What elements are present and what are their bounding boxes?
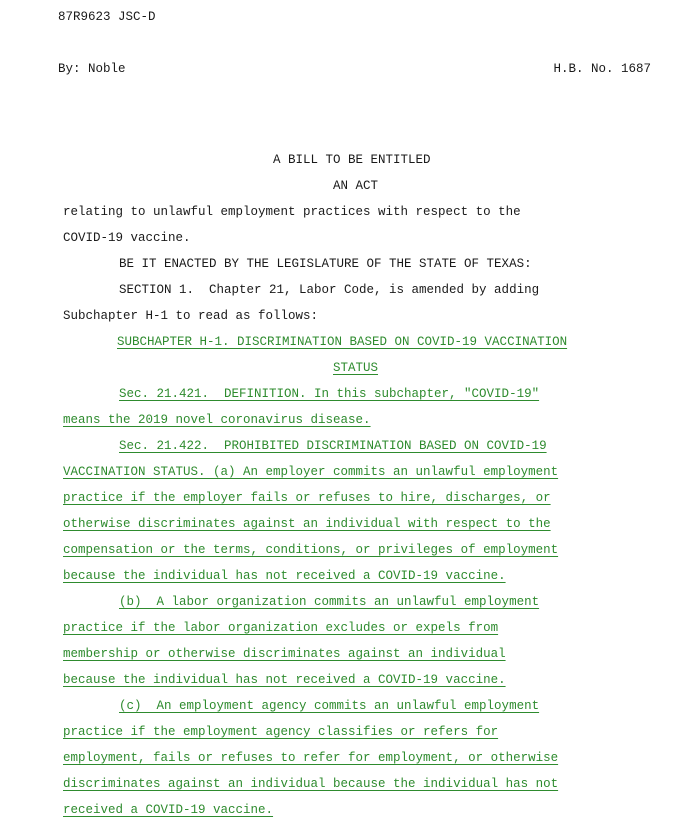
- act-title: AN ACT: [333, 179, 379, 193]
- sec-21-422-line: compensation or the terms, conditions, or privileges of employment: [63, 543, 559, 557]
- bill-number: H.B. No. 1687: [553, 62, 651, 76]
- sec-21-422-line: Sec. 21.422. PROHIBITED DISCRIMINATION BASED ON COVID-19: [119, 439, 547, 453]
- bill-title: A BILL TO BE ENTITLED: [273, 153, 431, 167]
- subsection-c-line: received a COVID-19 vaccine.: [63, 803, 274, 817]
- subsection-c-line: practice if the employment agency classifies or refers for: [63, 725, 499, 739]
- document-code: 87R9623 JSC-D: [58, 10, 156, 24]
- subsection-b-line: practice if the labor organization excludes or expels from: [63, 621, 499, 635]
- subsection-c-line: (c) An employment agency commits an unlawful employment: [119, 699, 540, 713]
- subchapter-heading: SUBCHAPTER H-1. DISCRIMINATION BASED ON COVID-19 VACCINATION: [117, 335, 568, 349]
- caption-line: COVID-19 vaccine.: [63, 231, 191, 245]
- section-1-line: Subchapter H-1 to read as follows:: [63, 309, 319, 323]
- sec-21-422-line: VACCINATION STATUS. (a) An employer commits an unlawful employment: [63, 465, 559, 479]
- sec-21-422-line: otherwise discriminates against an individual with respect to the: [63, 517, 551, 531]
- subsection-b-line: membership or otherwise discriminates against an individual: [63, 647, 506, 661]
- sec-21-422-line: practice if the employer fails or refuses to hire, discharges, or: [63, 491, 551, 505]
- subsection-c-line: discriminates against an individual because the individual has not: [63, 777, 559, 791]
- sec-21-421-line: Sec. 21.421. DEFINITION. In this subchapter, "COVID-19": [119, 387, 540, 401]
- subsection-c-line: employment, fails or refuses to refer for employment, or otherwise: [63, 751, 559, 765]
- enacting-clause: BE IT ENACTED BY THE LEGISLATURE OF THE STATE OF TEXAS:: [119, 257, 532, 271]
- subchapter-heading: STATUS: [333, 361, 379, 375]
- sec-21-421-line: means the 2019 novel coronavirus disease.: [63, 413, 371, 427]
- author-line: By: Noble: [58, 62, 126, 76]
- subsection-b-line: because the individual has not received a COVID-19 vaccine.: [63, 673, 506, 687]
- caption-line: relating to unlawful employment practices with respect to the: [63, 205, 521, 219]
- section-1-line: SECTION 1. Chapter 21, Labor Code, is amended by adding: [119, 283, 540, 297]
- sec-21-422-line: because the individual has not received a COVID-19 vaccine.: [63, 569, 506, 583]
- subsection-b-line: (b) A labor organization commits an unlawful employment: [119, 595, 540, 609]
